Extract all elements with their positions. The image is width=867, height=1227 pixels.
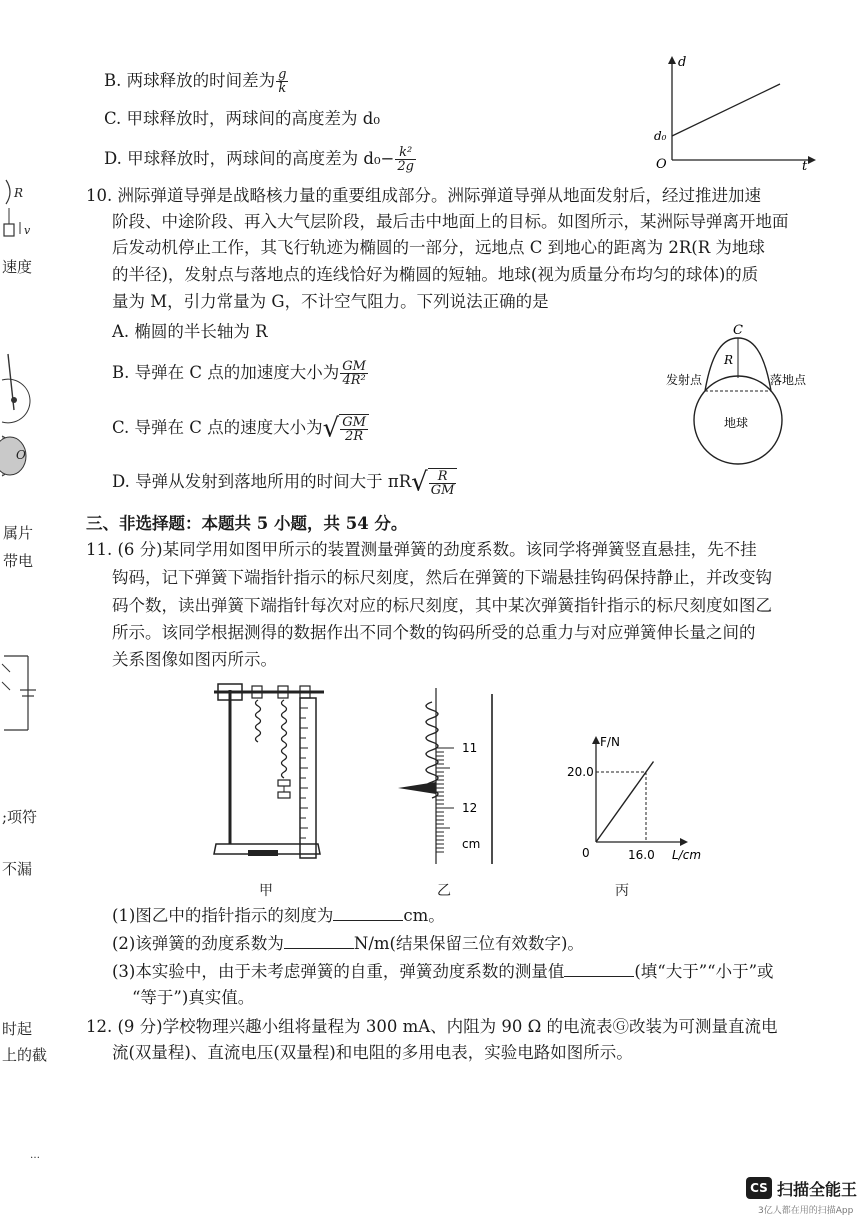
q11-answer-blank-2[interactable] [284, 934, 354, 949]
section-3-heading: 三、非选择题：本题共 5 小题，共 54 分。 [86, 514, 408, 533]
q12-line-2: 流(双量程)、直流电压(双量程)和电阻的多用电表，实验电路如图所示。 [112, 1043, 633, 1062]
chart-y-arrow [592, 736, 600, 744]
gutter-fragment-start: 时起 [2, 1020, 33, 1038]
gutter-circuit-sketch [0, 650, 40, 740]
q9-option-d-num: k² [395, 146, 416, 160]
q9-option-b [104, 68, 289, 95]
q9-option-d-fraction [395, 146, 416, 173]
q10-option-c [112, 414, 369, 443]
gutter-fragment-r: R [14, 186, 24, 200]
q11-line-2: 钩码，记下弹簧下端指针指示的标尺刻度，然后在弹簧的下端悬挂钩码保持静止，并改变钩 [112, 568, 772, 587]
gutter-fragment-sheet: 属片 [3, 524, 34, 542]
q9-option-d-den: 2g [397, 159, 414, 174]
scanner-app-tagline: 3亿人都在用的扫描App [758, 1206, 854, 1216]
q9-option-d-text: D. 甲球释放时，两球间的高度差为 d₀− [104, 149, 395, 168]
figure-jia-caption: 甲 [259, 883, 273, 899]
q9-option-d [104, 146, 417, 173]
q11-answer-blank-3[interactable] [564, 962, 634, 977]
q10-line-4: 的半径)，发射点与落地点的连线恰好为椭圆的短轴。地球(视为质量分布均匀的球体)的质 [112, 265, 759, 284]
launch-point-label: 发射点 [666, 373, 703, 387]
q10-option-a: A. 椭圆的半长轴为 R [112, 322, 268, 341]
figure-jia-apparatus [208, 676, 338, 872]
radius-label: R [724, 353, 734, 367]
d-t-origin: O [656, 157, 667, 172]
q9-option-b-text: B. 两球释放的时间差为 [104, 71, 276, 90]
gutter-fragment-o: O [16, 448, 26, 462]
chart-x-arrow [680, 838, 688, 846]
gutter-fragment-noleak: 不漏 [2, 860, 33, 878]
chart-x-tick: 16.0 [628, 848, 655, 862]
scale-tick-12: 12 [462, 801, 478, 815]
q10-option-c-num: GM [342, 415, 366, 430]
gutter-fragment-v: v [24, 224, 31, 237]
q11-sub-1 [112, 906, 445, 926]
d-t-graph [650, 52, 820, 172]
q11-line-4: 所示。该同学根据测得的数据作出不同个数的钩码所受的总重力与对应弹簧伸长量之间的 [112, 623, 756, 642]
gutter-fragment-speed: 速度 [2, 258, 33, 276]
figure-yi-caption: 乙 [437, 883, 451, 899]
pointer-needle [398, 782, 436, 794]
q10-line-3: 后发动机停止工作，其飞行轨迹为椭圆的一部分，远地点 C 到地心的距离为 2R(R 为地球 [112, 238, 765, 257]
q11-line-1: 11. (6 分)某同学用如图甲所示的装置测量弹簧的劲度系数。该同学将弹簧竖直悬挂，先不挂 [86, 540, 757, 559]
earth-trajectory-diagram [660, 320, 820, 470]
q9-option-b-num: g [278, 67, 287, 82]
chart-series-line [596, 762, 654, 843]
chart-origin: 0 [582, 846, 590, 860]
point-c-label: C [733, 323, 743, 338]
q11-line-3: 码个数，读出弹簧下端指针每次对应的标尺刻度，其中某次弹簧指针指示的标尺刻度如图乙 [112, 596, 772, 615]
q9-option-b-den: k [278, 81, 287, 96]
earth-label: 地球 [724, 416, 749, 430]
q11-sub-2-text: (2)该弹簧的劲度系数为 [112, 934, 284, 953]
gutter-pendulum-sketch [0, 178, 30, 248]
chart-x-label: L/cm [672, 848, 702, 862]
q11-sub-1-text: (1)图乙中的指针指示的刻度为 [112, 906, 334, 925]
gutter-fragment-cut: 上的截 [2, 1046, 48, 1064]
q10-option-c-den: 2R [345, 429, 364, 444]
q10-option-d [112, 468, 457, 497]
q10-option-d-num: R [429, 470, 457, 484]
q11-sub-2-unit: N/m(结果保留三位有效数字)。 [353, 934, 584, 953]
q10-option-c-text: C. 导弹在 C 点的速度大小为 [112, 418, 323, 437]
q10-line-1: 10. 洲际弹道导弹是战略核力量的重要组成部分。洲际弹道导弹从地面发射后，经过推进加速 [86, 186, 761, 205]
q10-option-b-text: B. 导弹在 C 点的加速度大小为 [112, 363, 340, 382]
q11-sub-3-cont: “等于”)真实值。 [132, 988, 255, 1007]
q10-option-d-text: D. 导弹从发射到落地所用的时间大于 πR [112, 472, 412, 491]
q11-line-5: 关系图像如图丙所示。 [112, 650, 277, 669]
q10-option-d-den: GM [430, 483, 455, 498]
q11-sub-2 [112, 934, 584, 954]
q11-sub-3 [112, 962, 774, 982]
d-t-d0: d₀ [654, 129, 667, 143]
q10-option-b-num: GM [342, 359, 366, 374]
gutter-fragment-item: ;项符 [2, 808, 38, 826]
scale-tick-11: 11 [462, 741, 478, 755]
q11-sub-3-text: (3)本实验中，由于未考虑弹簧的自重，弹簧劲度系数的测量值 [112, 962, 565, 981]
gutter-fragment-charged: 带电 [3, 552, 34, 570]
d-t-y-label: d [678, 55, 687, 70]
scale-unit: cm [462, 837, 481, 851]
q10-option-c-sqrt: √ $\frac{GM}{2R}$ [323, 414, 369, 443]
q10-option-b [112, 360, 369, 387]
figure-yi-scale [392, 688, 502, 868]
figure-bing-caption: 丙 [615, 883, 629, 899]
q10-line-2: 阶段、中途阶段、再入大气层阶段，最后击中地面上的目标。如图所示，某洲际导弹离开地面 [112, 212, 789, 231]
q10-option-b-den: 4R² [342, 373, 366, 388]
chart-y-label: F/N [600, 735, 620, 749]
figure-bing-chart [567, 716, 716, 872]
scanner-logo-icon: CS [746, 1177, 772, 1199]
q10-option-d-sqrt: √ $\frac{R}{GM}$ [411, 468, 457, 497]
q12-line-1: 12. (9 分)学校物理兴趣小组将量程为 300 mA、内阻为 90 Ω 的电流表Ⓖ改装为可测量直流电 [86, 1017, 778, 1036]
q9-option-c: C. 甲球释放时，两球间的高度差为 d₀ [104, 109, 380, 128]
d-t-line [672, 84, 780, 136]
landing-point-label: 落地点 [770, 373, 807, 387]
q9-option-b-fraction [276, 68, 288, 95]
q10-line-5: 量为 M，引力常量为 G，不计空气阻力。下列说法正确的是 [112, 292, 549, 311]
scanner-app-name: 扫描全能王 [777, 1180, 858, 1199]
q10-option-b-fraction [340, 360, 368, 387]
q11-sub-1-unit: cm。 [403, 906, 445, 925]
d-t-x-label: t [802, 159, 808, 174]
chart-y-tick: 20.0 [567, 765, 594, 779]
gutter-fragment-dots: … [30, 1150, 40, 1161]
q11-sub-3-hint: (填“大于”“小于”或 [634, 962, 774, 981]
q11-answer-blank-1[interactable] [333, 906, 403, 921]
